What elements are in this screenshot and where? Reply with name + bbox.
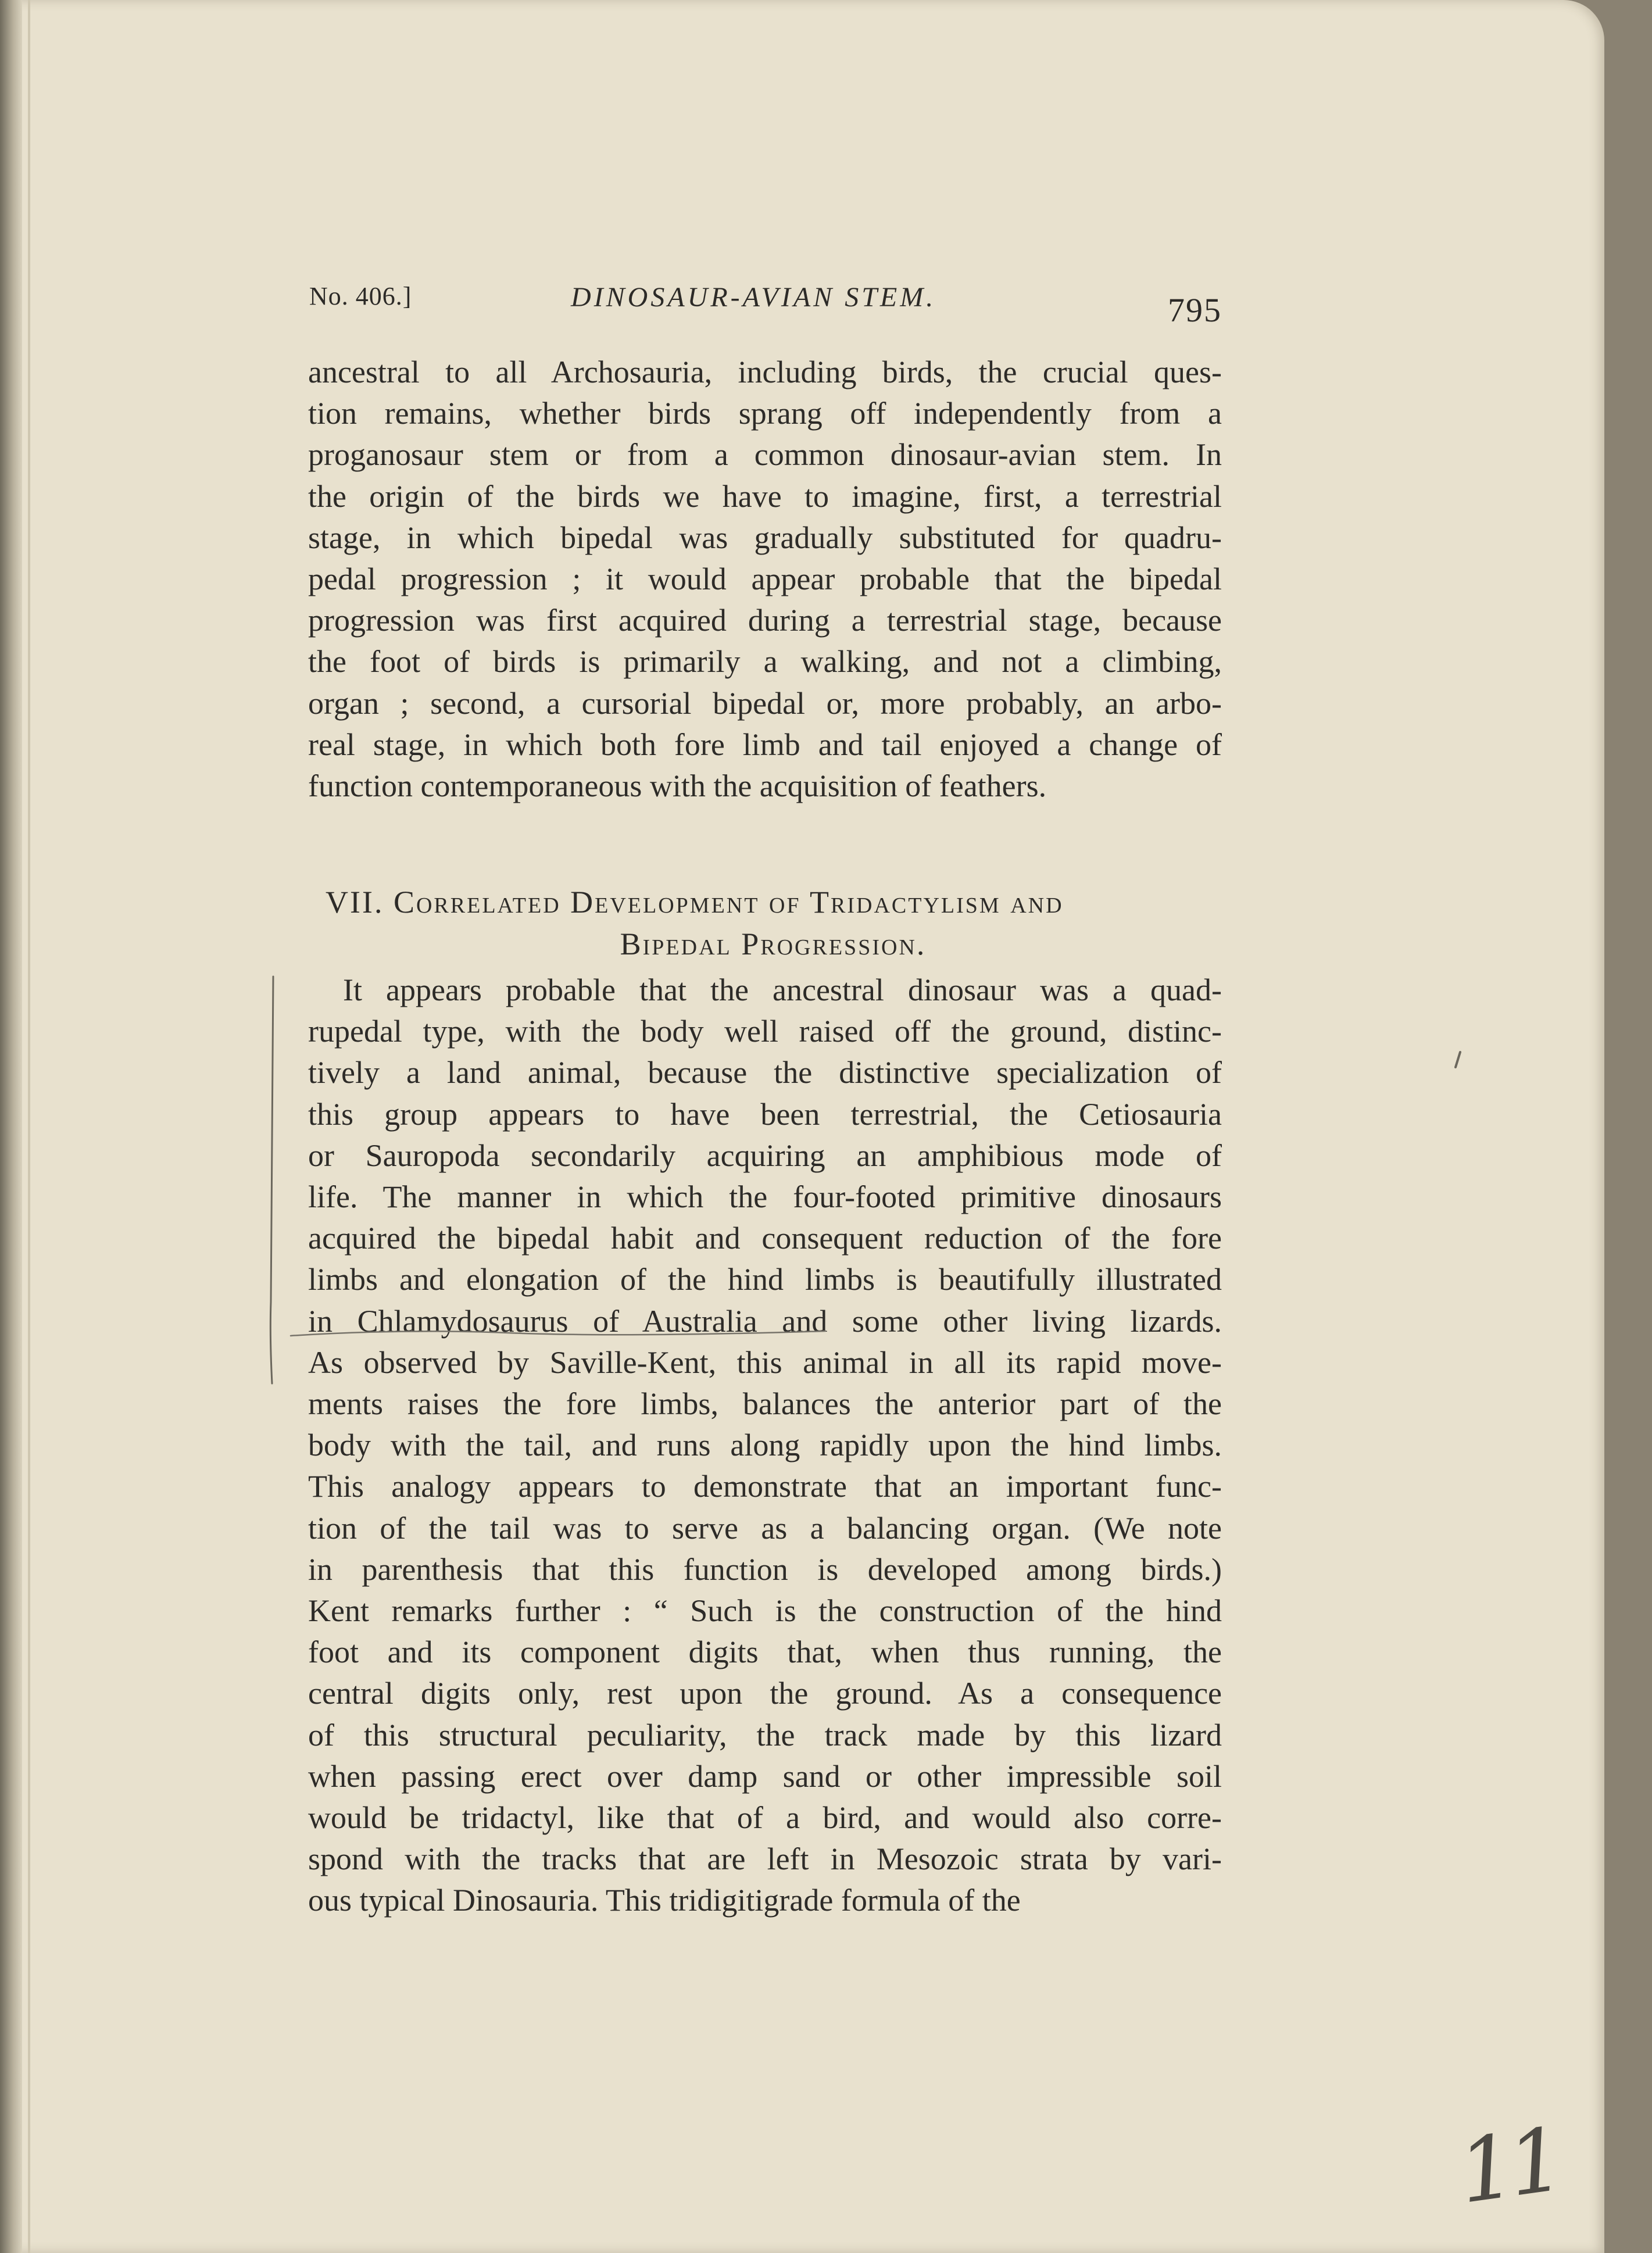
- running-title: DINOSAUR-AVIAN STEM.: [571, 282, 936, 313]
- paragraph1-line: the foot of birds is primarily a walking, and not a climbing,: [308, 644, 1222, 680]
- underline-mark: [291, 1331, 825, 1336]
- paragraph2-line: tively a land animal, because the distinctive specialization of: [308, 1055, 1222, 1090]
- paragraph2-line: this group appears to have been terrestrial, the Cetiosauria: [308, 1096, 1222, 1132]
- issue-number: No. 406.]: [309, 282, 412, 310]
- paragraph1-line: ancestral to all Archosauria, including birds, the crucial ques-: [308, 355, 1222, 389]
- paragraph1-line: proganosaur stem or from a common dinosaur-avian stem. In: [308, 437, 1222, 473]
- paragraph2-line: foot and its component digits that, when thus running, the: [308, 1635, 1222, 1670]
- paragraph2-line: or Sauropoda secondarily acquiring an amphibious mode of: [308, 1138, 1222, 1173]
- paragraph2-line: in parenthesis that this function is developed among birds.): [308, 1551, 1222, 1587]
- paragraph2-line: As observed by Saville-Kent, this animal in all its rapid move-: [308, 1344, 1222, 1380]
- paragraph2-line: life. The manner in which the four-footed primitive dinosaurs: [308, 1179, 1222, 1215]
- section-heading-line-2: Bipedal Progression.: [620, 927, 927, 961]
- paragraph1-line: function contemporaneous with the acquisition of feathers.: [308, 768, 1047, 804]
- paragraph2-line: would be tridactyl, like that of a bird, and would also corre-: [308, 1800, 1222, 1836]
- paragraph1-line: tion remains, whether birds sprang off independently from a: [308, 396, 1222, 431]
- paragraph2-line: of this structural peculiarity, the track made by this lizard: [308, 1717, 1222, 1753]
- paragraph2-line: ments raises the fore limbs, balances the anterior part of the: [308, 1386, 1222, 1422]
- paragraph2-line: Kent remarks further : “ Such is the construction of the hind: [308, 1593, 1222, 1629]
- paragraph2-line: when passing erect over damp sand or other impressible soil: [308, 1758, 1222, 1794]
- paragraph1-line: organ ; second, a cursorial bipedal or, more probably, an arbo-: [308, 685, 1222, 721]
- paragraph2-line: spond with the tracks that are left in Mesozoic strata by vari-: [308, 1841, 1222, 1877]
- section-heading-line-1: VII. Correlated Development of Tridactylism and: [326, 885, 1064, 920]
- paragraph2-line: central digits only, rest upon the ground. As a consequence: [308, 1676, 1222, 1711]
- margin-bracket-mark: [270, 977, 273, 1383]
- paragraph2-line: ous typical Dinosauria. This tridigitigrade formula of the: [308, 1883, 1021, 1918]
- paragraph2-line: rupedal type, with the body well raised off the ground, distinc-: [308, 1014, 1222, 1049]
- paragraph2-line: It appears probable that the ancestral dinosaur was a quad-: [343, 972, 1222, 1007]
- paragraph2-line: in Chlamydosaurus of Australia and some other living lizards.: [308, 1303, 1222, 1339]
- paragraph1-line: real stage, in which both fore limb and tail enjoyed a change of: [308, 727, 1222, 762]
- margin-tick-mark: [1456, 1052, 1460, 1067]
- paragraph2-line: body with the tail, and runs along rapidly upon the hind limbs.: [308, 1428, 1222, 1463]
- paragraph1-line: progression was first acquired during a terrestrial stage, because: [308, 603, 1222, 638]
- paragraph1-line: the origin of the birds we have to imagine, first, a terrestrial: [308, 478, 1222, 514]
- paragraph2-line: This analogy appears to demonstrate that an important func-: [308, 1469, 1222, 1504]
- paragraph2-line: limbs and elongation of the hind limbs is beautifully illustrated: [308, 1262, 1222, 1297]
- paragraph2-line: acquired the bipedal habit and consequent reduction of the fore: [308, 1221, 1222, 1256]
- paragraph2-line: tion of the tail was to serve as a balancing organ. (We note: [308, 1510, 1222, 1546]
- paragraph1-line: stage, in which bipedal was gradually substituted for quadru-: [308, 520, 1222, 555]
- page-number: 795: [1168, 291, 1222, 329]
- paragraph1-line: pedal progression ; it would appear probable that the bipedal: [308, 562, 1222, 597]
- handwritten-annotation: 11: [1452, 2109, 1565, 2224]
